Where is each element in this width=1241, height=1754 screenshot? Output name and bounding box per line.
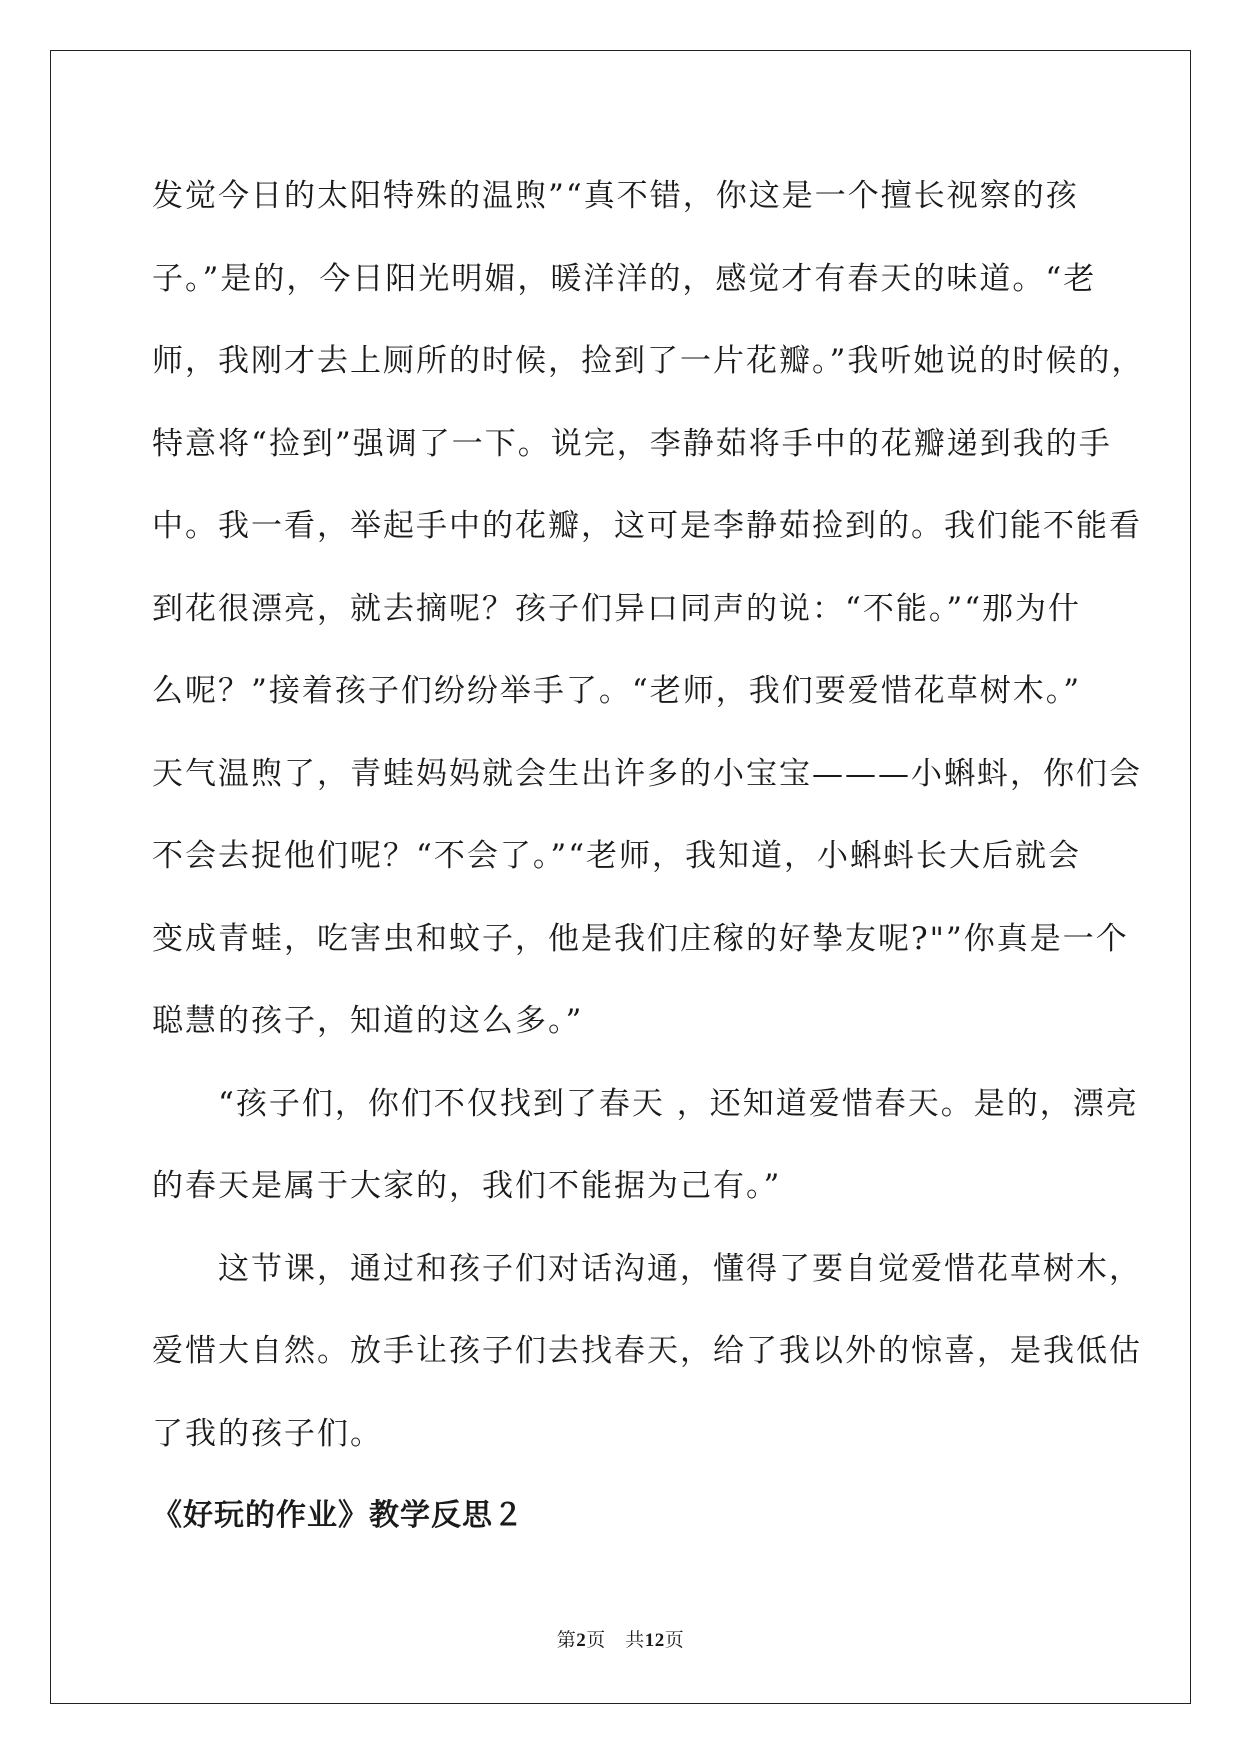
paragraph-3	[152, 1228, 1142, 1476]
total-page-count: 12	[644, 1630, 665, 1651]
text-line: 变成青蛙，吃害虫和蚊子，他是我们庄稼的好挚友呢?"”你真是一个	[152, 920, 1129, 957]
paragraph-2	[152, 1063, 1139, 1228]
footer-suffix: 页	[664, 1629, 685, 1651]
text-line: 发觉今日的太阳特殊的温煦”“真不错，你这是一个擅长视察的孩	[152, 178, 1079, 214]
text-line: “孩子们，你们不仅找到了春天 ，还知道爱惜春天。是的，漂亮	[218, 1085, 1139, 1122]
footer-mid: 页 共	[586, 1629, 645, 1651]
footer-prefix: 第	[556, 1629, 577, 1651]
text-line: 爱惜大自然。放手让孩子们去找春天，给了我以外的惊喜，是我低估	[152, 1333, 1142, 1369]
text-line: 中。我一看，举起手中的花瓣，这可是李静茹捡到的。我们能不能看	[152, 508, 1142, 544]
text-line: 不会去捉他们呢？“不会了。”“老师，我知道，小蝌蚪长大后就会	[152, 838, 1082, 874]
text-line: 特意将“捡到”强调了一下。说完，李静茹将手中的花瓣递到我的手	[152, 425, 1112, 462]
current-page-number: 2	[576, 1630, 587, 1651]
text-line: 师，我刚才去上厕所的时候，捡到了一片花瓣。”我听她说的时候的，	[152, 343, 1145, 379]
text-line: 天气温煦了，青蛙妈妈就会生出许多的小宝宝———小蝌蚪，你们会	[152, 755, 1142, 792]
text-line: 聪慧的孩子，知道的这么多。”	[152, 1003, 584, 1039]
document-body	[152, 155, 1145, 1558]
section-heading: 《好玩的作业》教学反思２	[152, 1498, 524, 1533]
text-line: 了我的孩子们。	[152, 1415, 383, 1452]
text-line: 的春天是属于大家的，我们不能据为己有。”	[152, 1168, 782, 1204]
text-line: 么呢？”接着孩子们纷纷举手了。“老师，我们要爱惜花草树木。”	[152, 673, 1082, 709]
text-line: 子。”是的，今日阳光明媚，暖洋洋的，感觉才有春天的味道。“老	[152, 260, 1097, 297]
text-line: 到花很漂亮，就去摘呢？孩子们异口同声的说：“不能。”“那为什	[152, 590, 1082, 627]
paragraph-1	[152, 155, 1145, 1063]
text-line: 这节课，通过和孩子们对话沟通，懂得了要自觉爱惜花草树木，	[218, 1250, 1142, 1287]
page-footer	[0, 1625, 1241, 1652]
